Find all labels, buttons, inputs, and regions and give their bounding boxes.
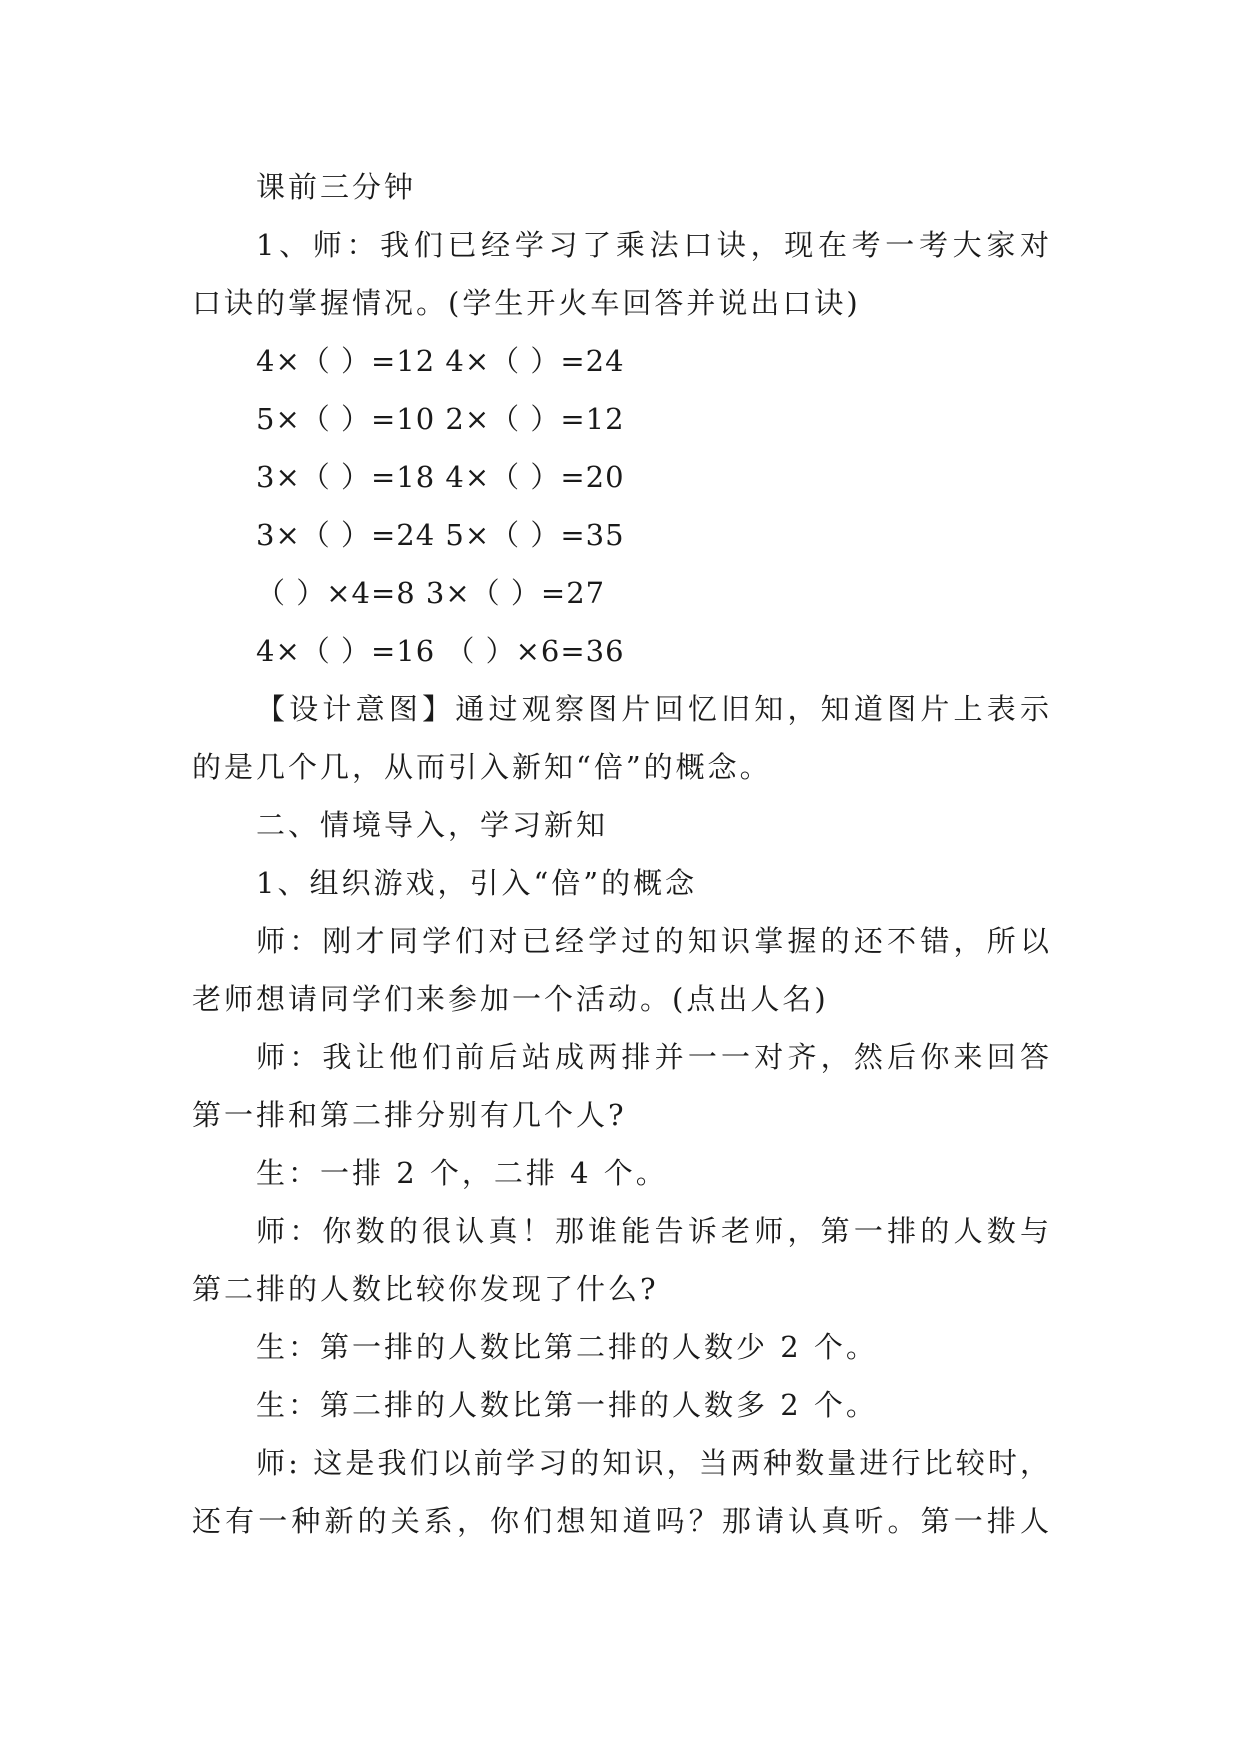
math-expression-line: 3×（ ）=24 5×（ ）=35 bbox=[256, 518, 625, 552]
text-line: 师：刚才同学们对已经学过的知识掌握的还不错，所以 bbox=[256, 924, 1052, 958]
math-expression-line: 5×（ ）=10 2×（ ）=12 bbox=[256, 402, 625, 436]
text-line: 生：一排 2 个，二排 4 个。 bbox=[256, 1156, 668, 1190]
text-line: 生：第二排的人数比第一排的人数多 2 个。 bbox=[256, 1388, 878, 1422]
section-heading: 二、情境导入，学习新知 bbox=[256, 808, 609, 842]
text-line: 【设计意图】通过观察图片回忆旧知，知道图片上表示 bbox=[256, 692, 1052, 726]
math-expression-line: 4×（ ）=16 （ ）×6=36 bbox=[256, 634, 625, 668]
text-line: 还有一种新的关系，你们想知道吗？那请认真听。第一排人 bbox=[192, 1504, 1052, 1538]
text-line: 口诀的掌握情况。(学生开火车回答并说出口诀) bbox=[192, 286, 861, 320]
text-line: 1、师：我们已经学习了乘法口诀，现在考一考大家对 bbox=[256, 228, 1052, 262]
text-line: 的是几个几，从而引入新知“倍”的概念。 bbox=[192, 750, 772, 784]
text-line: 生：第一排的人数比第二排的人数少 2 个。 bbox=[256, 1330, 878, 1364]
text-line: 师: 这是我们以前学习的知识，当两种数量进行比较时， bbox=[256, 1446, 1052, 1480]
text-line: 课前三分钟 bbox=[256, 170, 417, 204]
math-expression-line: （ ）×4=8 3×（ ）=27 bbox=[256, 576, 606, 610]
math-expression-line: 4×（ ）=12 4×（ ）=24 bbox=[256, 344, 625, 378]
document-body bbox=[192, 158, 1052, 1550]
text-line: 师：我让他们前后站成两排并一一对齐，然后你来回答 bbox=[256, 1040, 1052, 1074]
subsection-heading: 1、组织游戏，引入“倍”的概念 bbox=[256, 866, 698, 900]
text-line: 第一排和第二排分别有几个人? bbox=[192, 1098, 627, 1132]
text-line: 老师想请同学们来参加一个活动。(点出人名) bbox=[192, 982, 829, 1016]
text-line: 第二排的人数比较你发现了什么? bbox=[192, 1272, 659, 1306]
math-expression-line: 3×（ ）=18 4×（ ）=20 bbox=[256, 460, 625, 494]
text-line: 师：你数的很认真！那谁能告诉老师，第一排的人数与 bbox=[256, 1214, 1052, 1248]
